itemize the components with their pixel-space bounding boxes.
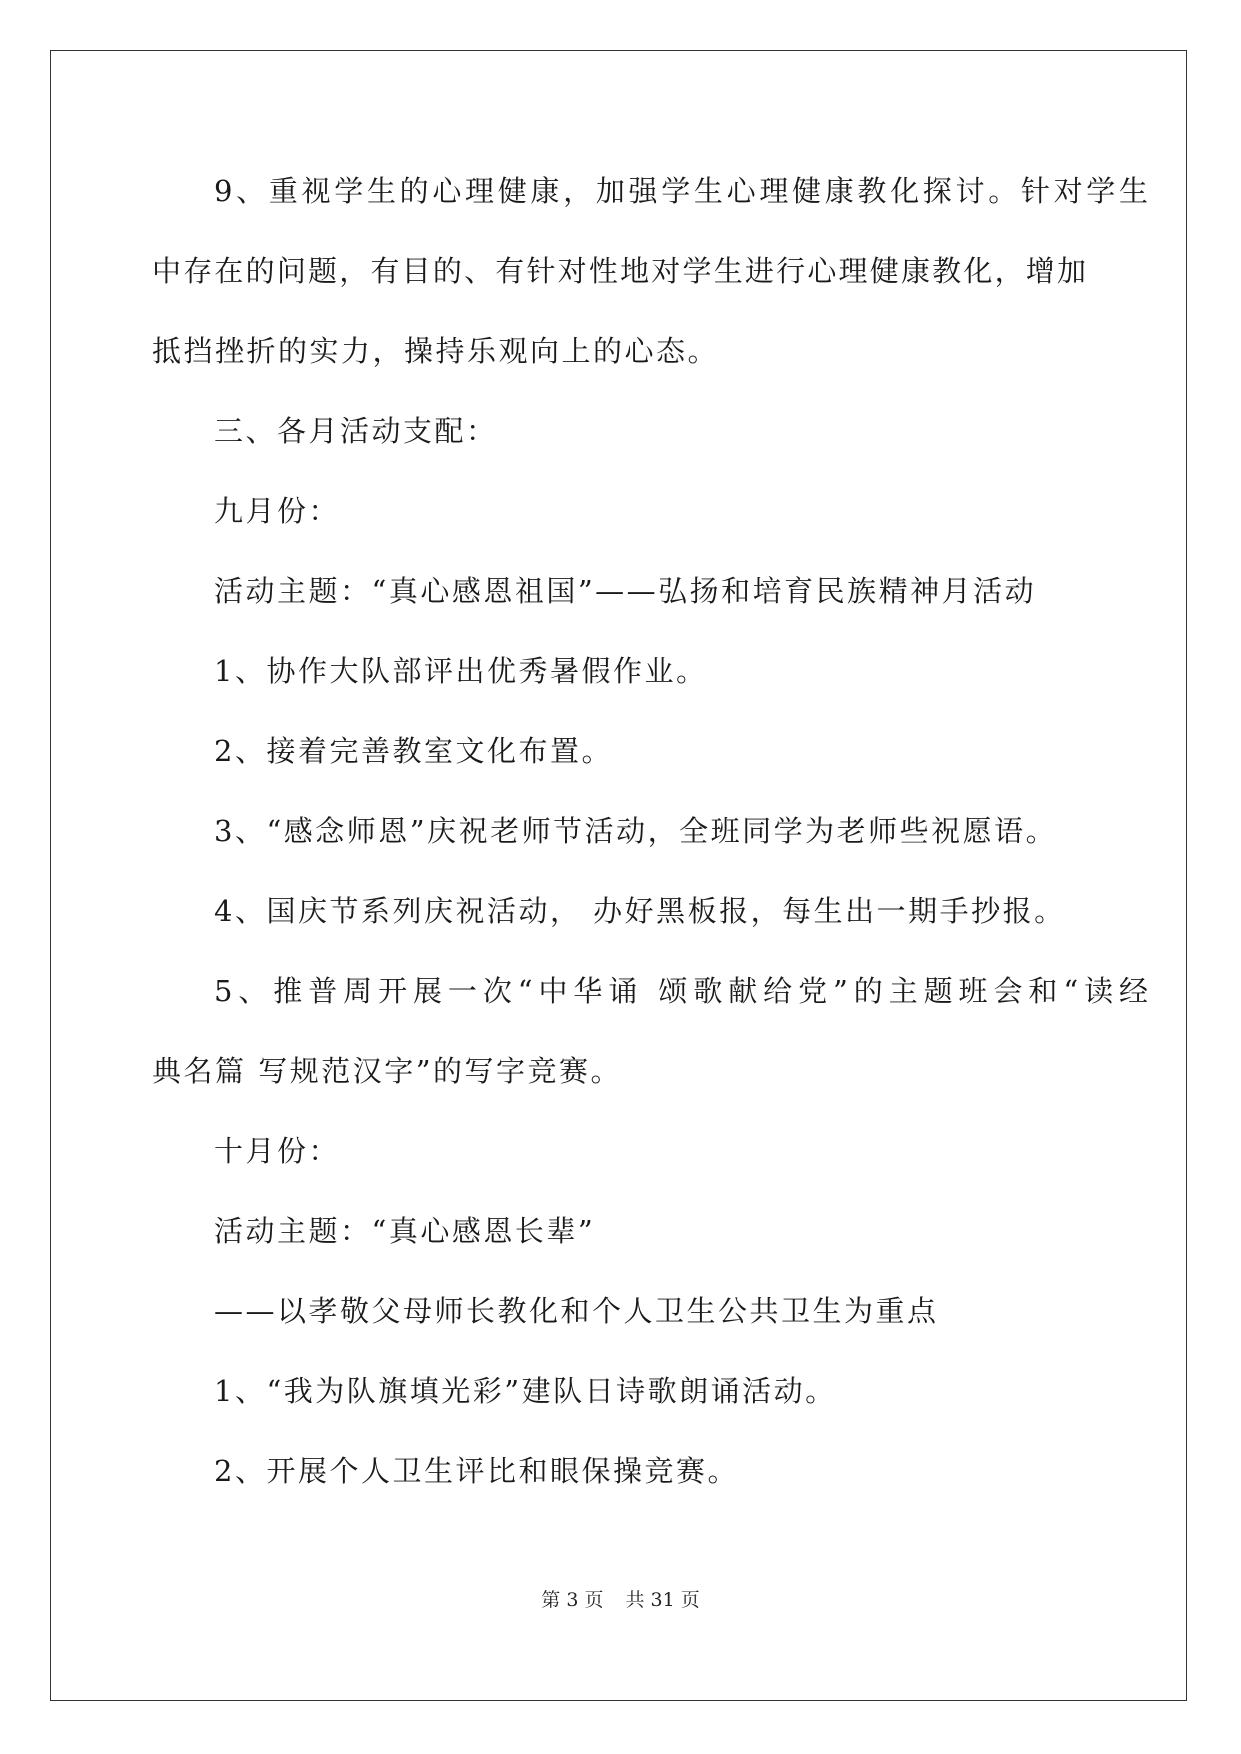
page-footer — [0, 1586, 1241, 1614]
list-item: 2、接着完善教室文化布置。 — [214, 734, 613, 768]
list-item: 5、推普周开展一次“中华诵 颂歌献给党”的主题班会和“读经 — [214, 974, 1148, 1008]
list-item: 1、“我为队旗填光彩”建队日诗歌朗诵活动。 — [214, 1374, 837, 1408]
paragraph-line: 中存在的问题，有目的、有针对性地对学生进行心理健康教化，增加 — [152, 254, 1086, 288]
activity-theme: 活动主题：“真心感恩长辈” — [214, 1214, 596, 1248]
month-heading: 十月份： — [214, 1134, 341, 1168]
paragraph-line: 9、重视学生的心理健康，加强学生心理健康教化探讨。针对学生 — [214, 174, 1148, 208]
list-item: 1、协作大队部评出优秀暑假作业。 — [214, 654, 708, 688]
section-heading: 三、各月活动支配： — [214, 414, 498, 448]
month-heading: 九月份： — [214, 494, 341, 528]
list-item: 4、国庆节系列庆祝活动， 办好黑板报，每生出一期手抄报。 — [214, 894, 1066, 928]
activity-theme-subtitle: ——以孝敬父母师长教化和个人卫生公共卫生为重点 — [214, 1294, 939, 1328]
list-item-continuation: 典名篇 写规范汉字”的写字竞赛。 — [152, 1054, 623, 1088]
list-item: 3、“感念师恩”庆祝老师节活动，全班同学为老师些祝愿语。 — [214, 814, 1058, 848]
page-total: 共 31 页 — [625, 1589, 700, 1611]
paragraph-line: 抵挡挫折的实力，操持乐观向上的心态。 — [152, 334, 720, 368]
list-item: 2、开展个人卫生评比和眼保操竞赛。 — [214, 1454, 739, 1488]
page-number: 第 3 页 — [541, 1589, 604, 1611]
activity-theme: 活动主题：“真心感恩祖国”——弘扬和培育民族精神月活动 — [214, 574, 1037, 608]
